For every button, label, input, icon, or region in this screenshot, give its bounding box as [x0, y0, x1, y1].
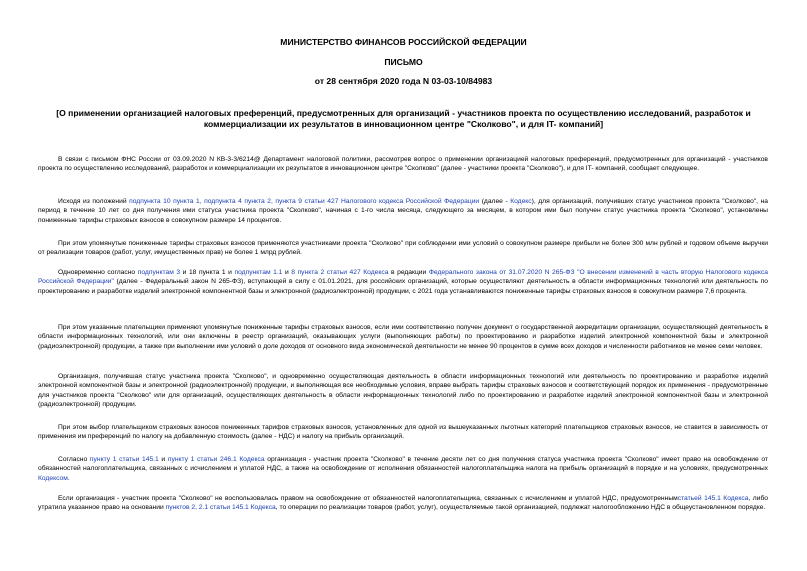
link-code[interactable]: Кодексом: [38, 474, 68, 482]
paragraph-3: При этом упомянутые пониженные тарифы страховых взносов применяются участниками проекта "Сколково" при соблюдении ими условий о совокупном размере прибыли не более 300 млн рублей и годовом объеме выручки от реализации товаров (работ, услуг, имущественных прав) не более 1 млрд рублей.: [38, 240, 768, 257]
link-article-145-1[interactable]: статьей 145.1 Кодекса: [677, 495, 749, 502]
paragraph-5: При этом указанные плательщики применяют упомянутые пониженные тарифы страховых взносов, если ими соответственно получен документ о государственной аккредитации организации, осуществляющей деятельность в области информационных технологий, или они включены в реестр организаций, оказывающих услуги (выполняющих работы) по проектированию и разработке изделий электронной компонентной базы и электронной (радиоэлектронной) продукции, а также при выполнении ими условий о доле доходов от основного вида экономической деятельности не менее 90 процентов в сумме всех доходов и численности работников не менее семи человек.: [38, 324, 768, 350]
document-type: ПИСЬМО: [384, 57, 423, 67]
paragraph-9: Если организация - участник проекта "Сколково" не воспользовалась правом на освобождение от обязанностей налогоплательщика, связанных с исчислением и уплатой НДС, предусмотреннымстатьей 145.1 Кодекса, либо утратила указанное право на основании пунктов 2, 2.1 статьи 145.1 Кодекса, то операции по реализации товаров (работ, услуг), осуществляемые такой организацией, подлежат налогообложению НДС в общеустановленном порядке.: [38, 495, 768, 512]
document-subject: [О применении организацией налоговых преференций, предусмотренных для организаций - участников проекта по осуществлению исследований, разработок и коммерциализации их результатов в инновационном центре "Сколково", и для IT- компаний]: [56, 108, 751, 129]
link-article-145-1-items-2-2-1[interactable]: пунктов 2, 2.1 статьи 145.1 Кодекса: [165, 504, 276, 512]
link-article-246-1-item-1[interactable]: пункту 1 статьи 246.1 Кодекса: [167, 456, 265, 463]
paragraph-8: Согласно пункту 1 статьи 145.1 и пункту 1 статьи 246.1 Кодекса организация - участник проекта "Сколково" в течение десяти лет со дня получения статуса участника проекта "Сколково" имеет право на освобождение от обязанностей налогоплательщика, связанных с исчислением и уплатой НДС, а также на освобождение от исполнения обязанностей налогоплательщика налога на прибыль организаций в порядке и на условиях, предусмотренных Кодексом.: [38, 456, 768, 482]
link-tax-code-article-427[interactable]: подпункта 10 пункта 1, подпункта 4 пункта 2, пункта 9 статьи 427 Налогового кодекса Российской Федерации: [129, 198, 480, 205]
link-subparagraphs-1-1[interactable]: подпунктам 1.1: [234, 269, 283, 276]
paragraph-1: В связи с письмом ФНС России от 03.09.2020 N КВ-3-3/6214@ Департамент налоговой политики, рассмотрев вопрос о применении организацией налоговых преференций, предусмотренных для организаций - участников проекта по осуществлению исследований, разработок и коммерциализации их результатов в инновационном центре "Сколково" (далее - участники проекта "Сколково"), и для IT- компаний, сообщает следующее.: [38, 156, 768, 173]
link-tax-code[interactable]: Кодекс: [510, 198, 532, 205]
link-article-427-item-2[interactable]: 8 пункта 2 статьи 427 Кодекса: [291, 269, 389, 276]
ministry-title: МИНИСТЕРСТВО ФИНАНСОВ РОССИЙСКОЙ ФЕДЕРАЦИИ: [280, 37, 527, 47]
paragraph-6: Организация, получившая статус участника проекта "Сколково", и одновременно осуществляющая деятельность в области информационных технологий или деятельность по проектированию и разработке изделий электронной компонентной базы и электронной (радиоэлектронной) продукции, и выполняющая все необходимые условия, вправе выбрать тарифы страховых взносов и соответствующий порядок их применения - предусмотренные для участников проекта "Сколково" или для организаций, осуществляющих деятельность в области информационных технологий либо по проектированию и разработке изделий электронной компонентной базы и электронной (радиоэлектронной) продукции.: [38, 373, 768, 409]
paragraph-4: Одновременно согласно подпунктам 3 и 18 пункта 1 и подпунктам 1.1 и 8 пункта 2 статьи 427 Кодекса в редакции Федерального закона от 31.07.2020 N 265-ФЗ "О внесении изменений в часть вторую Налогового кодекса Российской Федерации" (далее - Федеральный закон N 265-ФЗ), вступающей в силу с 01.01.2021, для российских организаций, которые осуществляют деятельность в области информационных технологий или деятельность по проектированию и разработке изделий электронной компонентной базы и электронной (радиоэлектронной) продукции, с 2021 года устанавливаются пониженные тарифы страховых взносов в совокупном размере 7,6 процента.: [38, 269, 768, 295]
paragraph-2: Исходя из положений подпункта 10 пункта 1, подпункта 4 пункта 2, пункта 9 статьи 427 Налогового кодекса Российской Федерации (далее - Кодекс), для организаций, получивших статус участников проекта "Сколково", на период в течение 10 лет со дня получения ими статуса участника проекта "Сколково", начиная с 1-го числа месяца, следующего за месяцем, в котором ими был получен статус участника проекта "Сколково", установлены пониженные тарифы страховых взносов в совокупном размере 14 процентов.: [38, 198, 768, 224]
link-federal-law-265[interactable]: Федерального закона от 31.07.2020 N 265-ФЗ "О внесении изменений в часть вторую Налогового кодекса Российской Федерации": [38, 269, 768, 286]
link-subparagraphs-3[interactable]: подпунктам 3: [137, 269, 181, 276]
paragraph-7: При этом выбор плательщиком страховых взносов пониженных тарифов страховых взносов, установленных для одной из вышеуказанных льготных категорий плательщиков страховых взносов, не ставится в зависимость от применения им преференций по налогу на добавленную стоимость (далее - НДС) и налогу на прибыль организаций.: [38, 424, 768, 441]
document-date-number: от 28 сентября 2020 года N 03-03-10/84983: [314, 76, 493, 86]
link-article-145-1-item-1[interactable]: пункту 1 статьи 145.1: [89, 456, 159, 463]
